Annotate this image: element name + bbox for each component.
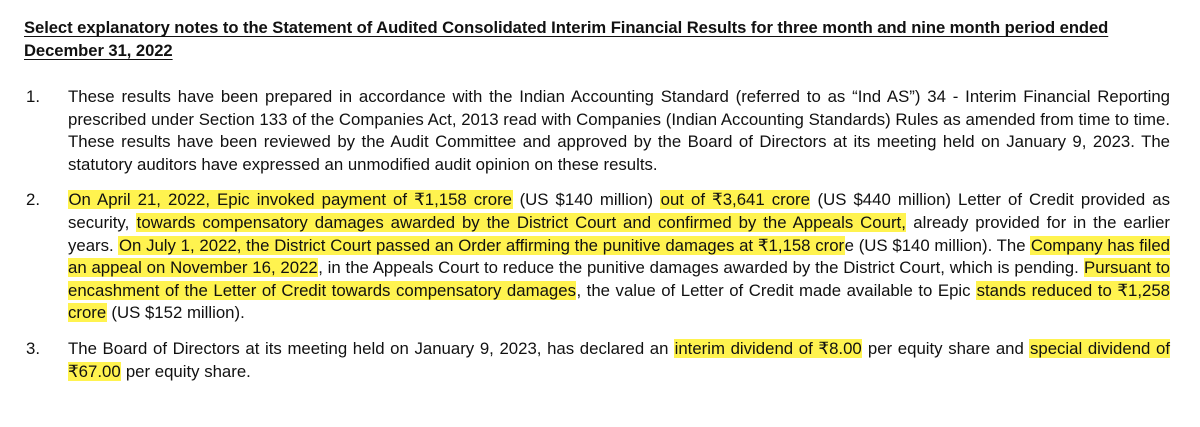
highlighted-text: interim dividend of ₹8.00	[674, 338, 862, 358]
highlighted-text: Pursuant to encashment of the Letter of Credit towards compensatory damages	[68, 258, 1170, 300]
notes-list	[24, 86, 1170, 383]
document-title: Select explanatory notes to the Statement of Audited Consolidated Interim Financial Results for three month and nine month period ended December 31, 2022	[24, 18, 1109, 60]
note-item-3	[24, 338, 1170, 383]
note-number: 1.	[26, 87, 40, 106]
note-text-segment: e (US $140 million). The	[844, 235, 1031, 255]
note-number: 2.	[26, 190, 40, 210]
note-text-segment: per equity share and	[862, 338, 1030, 358]
document	[24, 16, 1170, 396]
highlighted-text: stands reduced to ₹1,258 crore	[68, 280, 1170, 323]
note-item-2	[24, 189, 1170, 325]
highlighted-text: On April 21, 2022, Epic invoked payment of ₹1,158 crore	[68, 190, 513, 210]
note-text-segment: (US $152 million).	[106, 303, 245, 323]
highlighted-text: special dividend of ₹67.00	[68, 338, 1170, 381]
note-text-segment: These results have been prepared in accordance with the Indian Accounting Standard (referred to as “Ind AS”) 34 - Interim Financial Reporting prescribed under Section 133 of the Companies Act, 2013 read with Companies (Indian Accounting Standards) Rules as amended from time to time. These results have been reviewed by the Audit Committee and approved by the Board of Directors at its meeting held on January 9, 2023. The statutory auditors have expressed an unmodified audit opinion on these results.	[68, 87, 1170, 174]
note-item-1	[24, 86, 1170, 176]
note-text-segment: per equity share.	[121, 361, 251, 381]
note-text-segment: , in the Appeals Court to reduce the punitive damages awarded by the District Court, which is pending.	[318, 258, 1084, 278]
highlighted-text: out of ₹3,641 crore	[660, 190, 810, 210]
note-text	[68, 189, 1170, 325]
highlighted-text: towards compensatory damages awarded by the District Court and confirmed by the Appeals Court,	[136, 212, 906, 232]
note-text	[68, 86, 1170, 176]
highlighted-text: Company has filed an appeal on November 16, 2022	[68, 235, 1170, 278]
note-text-segment: (US $140 million)	[512, 190, 661, 210]
note-text	[68, 338, 1170, 383]
highlighted-text: On July 1, 2022, the District Court passed an Order affirming the punitive damages at ₹1,158 cror	[118, 235, 845, 255]
note-text-segment: (US $440 million) Letter of Credit provided as security,	[68, 190, 1171, 232]
note-text-segment: The Board of Directors at its meeting held on January 9, 2023, has declared an	[68, 338, 675, 358]
note-text-segment: already provided for in the earlier years.	[68, 212, 1170, 255]
note-text-segment: , the value of Letter of Credit made available to Epic	[576, 280, 977, 300]
note-number: 3.	[26, 338, 40, 358]
